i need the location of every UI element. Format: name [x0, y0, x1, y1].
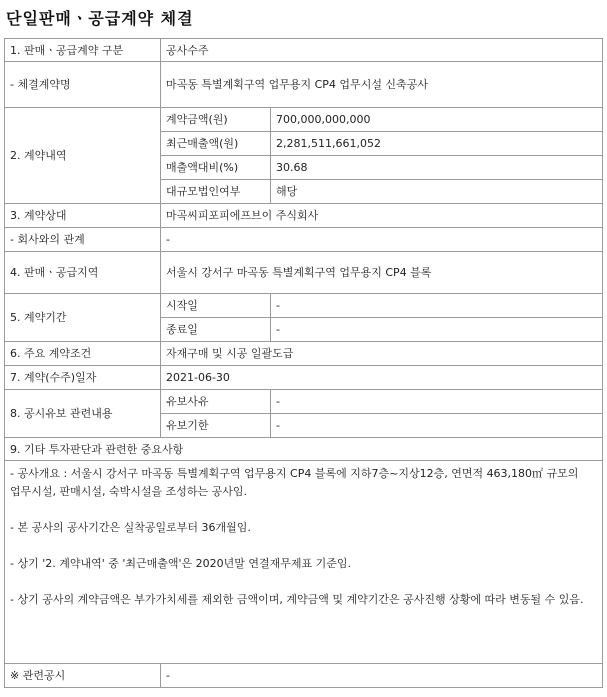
row-contract-name — [5, 62, 603, 108]
row-counterparty — [5, 204, 603, 228]
label-counterparty: 3. 계약상대 — [5, 204, 161, 228]
label-contract-details: 2. 계약내역 — [5, 108, 161, 204]
value-end-date: - — [271, 318, 603, 342]
value-relationship: - — [161, 228, 603, 252]
label-related-disclosure: ※ 관련공시 — [5, 664, 161, 688]
row-relationship — [5, 228, 603, 252]
value-contract-amount: 700,000,000,000 — [271, 108, 603, 132]
label-supply-region: 4. 판매ㆍ공급지역 — [5, 252, 161, 294]
row-contract-amount — [5, 108, 603, 132]
label-contract-period: 5. 계약기간 — [5, 294, 161, 342]
disclosure-table — [4, 38, 603, 688]
label-large-corp: 대규모법인여부 — [161, 180, 271, 204]
value-recent-sales: 2,281,511,661,052 — [271, 132, 603, 156]
value-conditions: 자재구매 및 시공 일괄도급 — [161, 342, 603, 366]
label-reserve-reason: 유보사유 — [161, 390, 271, 414]
value-contract-date: 2021-06-30 — [161, 366, 603, 390]
row-supply-region — [5, 252, 603, 294]
value-large-corp: 해당 — [271, 180, 603, 204]
label-sales-ratio: 매출액대비(%) — [161, 156, 271, 180]
row-contract-date — [5, 366, 603, 390]
row-conditions — [5, 342, 603, 366]
label-end-date: 종료일 — [161, 318, 271, 342]
row-period-start — [5, 294, 603, 318]
notes-text: - 공사개요 : 서울시 강서구 마곡동 특별계획구역 업무용지 CP4 블록에 지하7층~지상12층, 연면적 463,180㎡ 규모의 업무시설, 판매시설, 숙박시설을 조성하는 공사임. - 본 공사의 공사기간은 실착공일로부터 36개월임. - 상기 '2. 계약내역' 중 '최근매출액'은 2020년말 연결재무제표 기준임. - 상기 공사의 계약금액은 부가가치세를 제외한 금액이며, 계약금액 및 계약기간은 공사진행 상황에 따라 변동될 수 있음. — [5, 461, 603, 664]
label-contract-name: - 체결계약명 — [5, 62, 161, 108]
value-start-date: - — [271, 294, 603, 318]
value-supply-region: 서울시 강서구 마곡동 특별계획구역 업무용지 CP4 블록 — [161, 252, 603, 294]
value-sales-ratio: 30.68 — [271, 156, 603, 180]
value-contract-name: 마곡동 특별계획구역 업무용지 CP4 업무시설 신축공사 — [161, 62, 603, 108]
label-reserve-period: 유보기한 — [161, 414, 271, 438]
row-reserve-reason — [5, 390, 603, 414]
value-reserve-period: - — [271, 414, 603, 438]
label-disclosure-reserve: 8. 공시유보 관련내용 — [5, 390, 161, 438]
row-other-matters — [5, 438, 603, 461]
label-recent-sales: 최근매출액(원) — [161, 132, 271, 156]
row-notes — [5, 461, 603, 664]
page-title: 단일판매ㆍ공급계약 체결 — [6, 9, 194, 28]
label-relationship: - 회사와의 관계 — [5, 228, 161, 252]
label-conditions: 6. 주요 계약조건 — [5, 342, 161, 366]
value-counterparty: 마곡씨피포피에프브이 주식회사 — [161, 204, 603, 228]
label-contract-date: 7. 계약(수주)일자 — [5, 366, 161, 390]
row-contract-type — [5, 39, 603, 62]
value-reserve-reason: - — [271, 390, 603, 414]
label-contract-amount: 계약금액(원) — [161, 108, 271, 132]
row-related-disclosure — [5, 664, 603, 688]
label-other-matters: 9. 기타 투자판단과 관련한 중요사항 — [5, 438, 603, 461]
value-contract-type: 공사수주 — [161, 39, 603, 62]
value-related-disclosure: - — [161, 664, 603, 688]
label-start-date: 시작일 — [161, 294, 271, 318]
label-contract-type: 1. 판매ㆍ공급계약 구분 — [5, 39, 161, 62]
